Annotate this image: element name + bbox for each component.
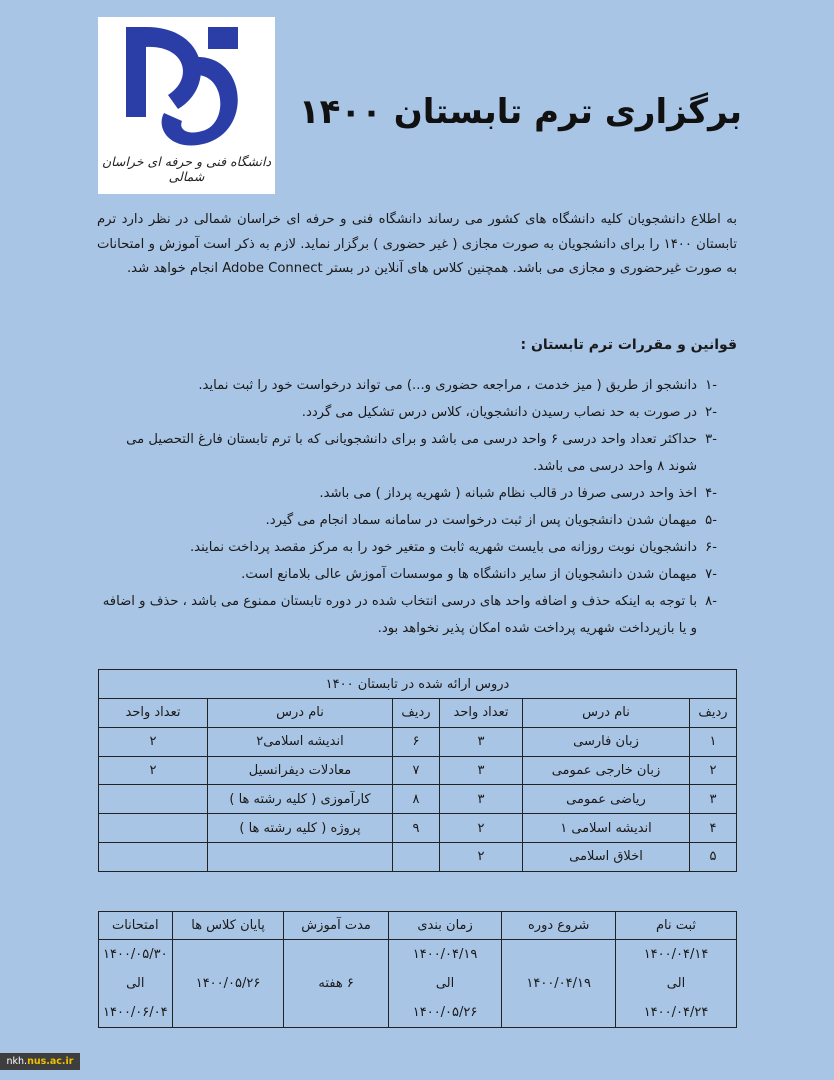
cell-row: ۲	[690, 756, 737, 785]
cell-exams: ۱۴۰۰/۰۵/۳۰ الی ۱۴۰۰/۰۶/۰۴	[99, 940, 173, 1028]
list-item: -۲ در صورت به حد نصاب رسیدن دانشجویان، کلاس درس تشکیل می گردد.	[301, 405, 717, 420]
cell-timing: ۱۴۰۰/۰۴/۱۹ الی ۱۴۰۰/۰۵/۲۶	[388, 940, 502, 1028]
cell-name: اخلاق اسلامی	[523, 842, 690, 871]
list-item: -۱ دانشجو از طریق ( میز خدمت ، مراجعه حضوری و...) می تواند درخواست خود را ثبت نماید.	[198, 378, 717, 393]
column-header-units: تعداد واحد	[440, 699, 523, 728]
cell-row: ۵	[690, 842, 737, 871]
schedule-table	[98, 911, 737, 1028]
cell-row: ۶	[393, 727, 440, 756]
courses-table	[98, 669, 737, 872]
column-header-class-end: پایان کلاس ها	[172, 912, 284, 940]
cell-registration: ۱۴۰۰/۰۴/۱۴ الی ۱۴۰۰/۰۴/۲۴	[616, 940, 737, 1028]
column-header-registration: ثبت نام	[616, 912, 737, 940]
table-row	[99, 727, 737, 756]
cell-units	[99, 814, 208, 843]
cell-start: ۱۴۰۰/۰۴/۱۹	[502, 940, 616, 1028]
column-header-start: شروع دوره	[502, 912, 616, 940]
cell-name: ریاضی عمومی	[523, 785, 690, 814]
cell-row	[393, 842, 440, 871]
page-title: برگزاری ترم تابستان ۱۴۰۰	[298, 92, 742, 132]
cell-row: ۴	[690, 814, 737, 843]
table-header-row	[99, 699, 737, 728]
university-logo	[98, 17, 275, 194]
logo-caption: دانشگاه فنی و حرفه ای خراسان شمالی	[101, 154, 272, 184]
cell-units: ۲	[99, 756, 208, 785]
table-header-row	[99, 912, 737, 940]
logo-emblem-icon	[98, 17, 275, 167]
cell-row: ۱	[690, 727, 737, 756]
rules-list	[97, 372, 737, 642]
table-row	[99, 785, 737, 814]
cell-units: ۳	[440, 785, 523, 814]
cell-name	[208, 842, 393, 871]
cell-name: کارآموزی ( کلیه رشته ها )	[208, 785, 393, 814]
cell-units	[99, 842, 208, 871]
list-item: -۶ دانشجویان نوبت روزانه می بایست شهریه ثابت و متغیر خود را به مرکز مقصد پرداخت نمایند.	[189, 540, 717, 555]
list-item: -۴ اخذ واحد درسی صرفا در قالب نظام شبانه ( شهریه پرداز ) می باشد.	[319, 486, 717, 501]
list-item: -۵ میهمان شدن دانشجویان پس از ثبت درخواست در سامانه سماد انجام می گیرد.	[265, 513, 717, 528]
column-header-name: نام درس	[523, 699, 690, 728]
cell-name: اندیشه اسلامی ۱	[523, 814, 690, 843]
cell-units: ۳	[440, 727, 523, 756]
cell-name: معادلات دیفرانسیل	[208, 756, 393, 785]
table-row	[99, 814, 737, 843]
column-header-units: تعداد واحد	[99, 699, 208, 728]
table-row	[99, 940, 737, 1028]
cell-row: ۹	[393, 814, 440, 843]
intro-paragraph: به اطلاع دانشجویان کلیه دانشگاه های کشور می رساند دانشگاه فنی و حرفه ای خراسان شمالی در نظر دارد ترم تابستان ۱۴۰۰ را برای دانشجویان به صورت مجازی ( غیر حضوری ) برگزار نماید. لازم به ذکر است آموزش و امتحانات به صورت غیرحضوری و مجازی می باشد. همچنین کلاس های آنلاین در بستر Adobe Connect انجام خواهد شد.	[97, 212, 737, 276]
cell-name: زبان خارجی عمومی	[523, 756, 690, 785]
cell-units: ۲	[440, 814, 523, 843]
rules-heading: قوانین و مقررات ترم تابستان :	[520, 337, 737, 353]
list-item: -۸ با توجه به اینکه حذف و اضافه واحد های درسی انتخاب شده در دوره تابستان ممنوع می باشد ، حذف و اضافه و یا بازپرداخت شهریه پرداخت شده امکان پذیر نخواهد بود.	[102, 594, 717, 636]
cell-units: ۲	[99, 727, 208, 756]
cell-name: اندیشه اسلامی۲	[208, 727, 393, 756]
column-header-row: ردیف	[393, 699, 440, 728]
cell-class-end: ۱۴۰۰/۰۵/۲۶	[172, 940, 284, 1028]
cell-duration: ۶ هفته	[284, 940, 388, 1028]
column-header-timing: زمان بندی	[388, 912, 502, 940]
cell-units: ۲	[440, 842, 523, 871]
list-item: -۳ حداکثر تعداد واحد درسی ۶ واحد درسی می باشد و برای دانشجویانی که با ترم تابستان فارغ التحصیل می شوند ۸ واحد درسی می باشد.	[126, 432, 717, 474]
cell-units	[99, 785, 208, 814]
cell-name: پروژه ( کلیه رشته ها )	[208, 814, 393, 843]
column-header-exams: امتحانات	[99, 912, 173, 940]
cell-row: ۷	[393, 756, 440, 785]
table-row	[99, 842, 737, 871]
cell-units: ۳	[440, 756, 523, 785]
table-row	[99, 756, 737, 785]
cell-row: ۳	[690, 785, 737, 814]
footer-watermark: nkh.nus.ac.ir	[0, 1053, 80, 1070]
column-header-duration: مدت آموزش	[284, 912, 388, 940]
column-header-row: ردیف	[690, 699, 737, 728]
cell-row: ۸	[393, 785, 440, 814]
list-item: -۷ میهمان شدن دانشجویان از سایر دانشگاه ها و موسسات آموزش عالی بلامانع است.	[241, 567, 717, 582]
column-header-name: نام درس	[208, 699, 393, 728]
cell-name: زبان فارسی	[523, 727, 690, 756]
courses-table-caption: دروس ارائه شده در تابستان ۱۴۰۰	[99, 670, 737, 699]
